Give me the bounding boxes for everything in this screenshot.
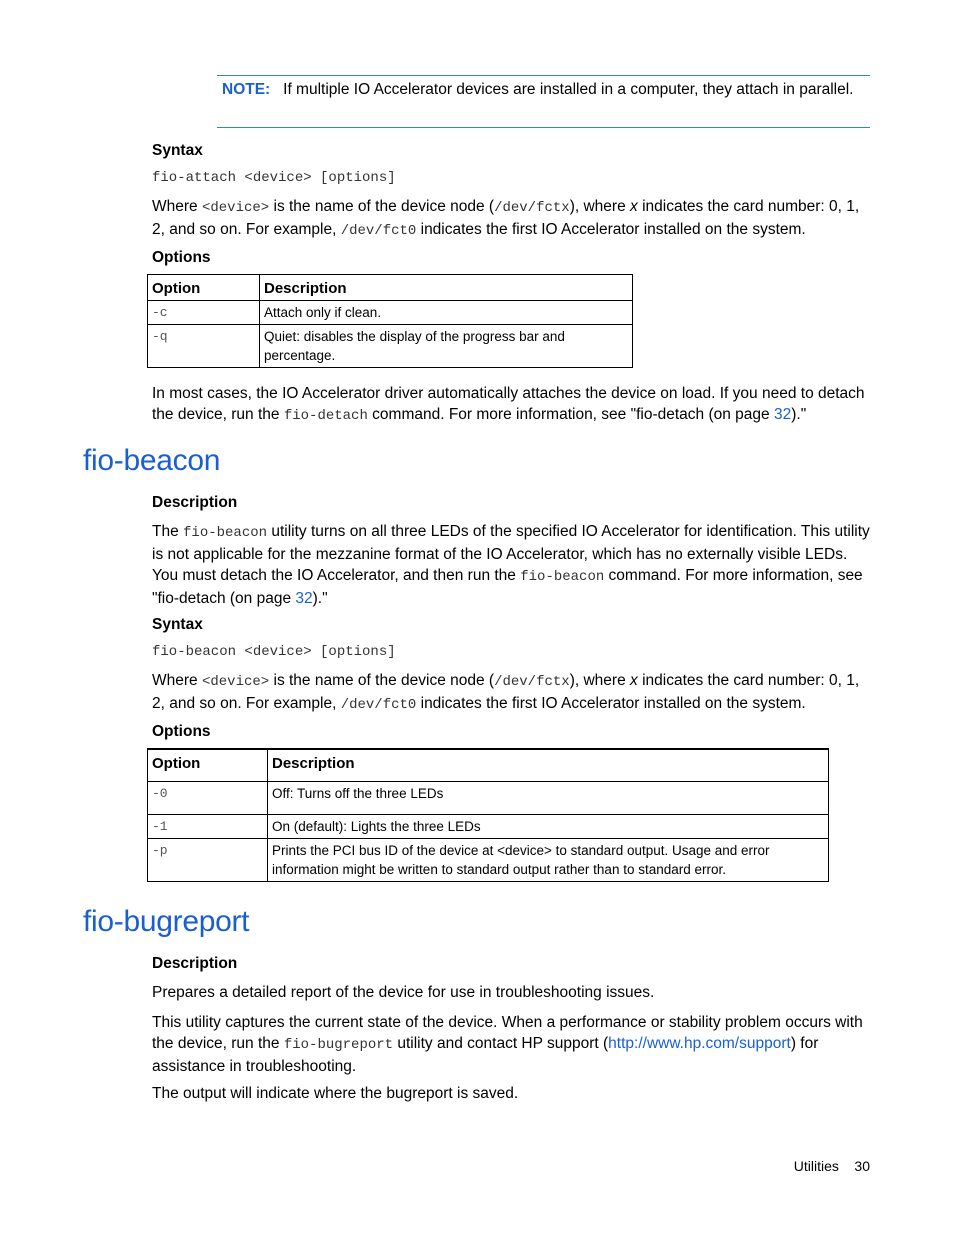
option-cell: -p <box>148 838 268 881</box>
table-header-row <box>148 749 829 781</box>
text-run: indicates the first IO Accelerator installed on the system. <box>416 695 806 712</box>
text-run: Where <box>152 672 202 689</box>
column-header-option: Option <box>148 275 260 301</box>
text-run: ), where <box>569 198 631 215</box>
italic-x: x <box>630 198 638 215</box>
page-link[interactable]: 32 <box>773 406 792 423</box>
option-cell: -q <box>148 325 260 368</box>
attach-detach-paragraph <box>152 383 872 427</box>
code-dev-fct0: /dev/fct0 <box>340 223 417 239</box>
beacon-options-heading: Options <box>152 723 211 740</box>
option-cell: -0 <box>148 781 268 814</box>
code-fio-detach: fio-detach <box>283 408 368 424</box>
page-footer <box>794 1158 870 1174</box>
beacon-description-heading: Description <box>152 494 238 511</box>
column-header-description: Description <box>260 275 633 301</box>
text-run: In most cases, the IO Accelerator driver automatically attaches the device on load. If you need to detach the device, run the <box>152 385 865 423</box>
text-run: ) for assistance in troubleshooting. <box>152 1035 819 1075</box>
section-title-fio-bugreport: fio-bugreport <box>83 905 250 938</box>
text-run: utility and contact HP support ( <box>393 1035 609 1052</box>
beacon-where-paragraph <box>152 670 872 716</box>
text-run: indicates the first IO Accelerator installed on the system. <box>416 221 806 238</box>
description-cell: Attach only if clean. <box>260 301 633 325</box>
description-cell: Prints the PCI bus ID of the device at <device> to standard output. Usage and error information might be written to standard output rather than to standard error. <box>268 838 829 881</box>
code-device: <device> <box>201 200 270 216</box>
section-title-fio-beacon: fio-beacon <box>83 444 221 477</box>
option-cell: -c <box>148 301 260 325</box>
text-run: This utility captures the current state of the device. When a performance or stability problem occurs with the device, run the <box>152 1014 863 1052</box>
code-fio-beacon: fio-beacon <box>520 569 605 585</box>
code-fio-beacon: fio-beacon <box>183 525 268 541</box>
bugreport-paragraph-2 <box>152 1012 872 1077</box>
code-dev-fct0: /dev/fct0 <box>340 697 417 713</box>
table-row <box>148 301 633 325</box>
text-run: ), where <box>569 672 631 689</box>
note-box <box>222 79 870 100</box>
text-run: )." <box>791 406 807 423</box>
beacon-options-table <box>147 748 829 882</box>
description-cell: Off: Turns off the three LEDs <box>268 781 829 814</box>
code-dev-fctx: /dev/fctx <box>494 674 570 690</box>
text-run: utility turns on all three LEDs of the specified IO Accelerator for identification. This utility is not applicable for the mezzanine format of the IO Accelerator, which has no externally visible LEDs. You must detach the IO Accelerator, and then run the <box>152 523 870 584</box>
attach-syntax-heading: Syntax <box>152 142 203 159</box>
text-run: is the name of the device node ( <box>269 198 495 215</box>
attach-options-heading: Options <box>152 249 211 266</box>
page-link[interactable]: 32 <box>295 590 313 607</box>
code-dev-fctx: /dev/fctx <box>494 200 570 216</box>
code-device: <device> <box>201 674 270 690</box>
table-row <box>148 781 829 814</box>
footer-section: Utilities <box>793 1158 839 1174</box>
note-label: NOTE: <box>222 81 271 98</box>
bugreport-paragraph-1: Prepares a detailed report of the device for use in troubleshooting issues. <box>152 984 655 1001</box>
bugreport-description-heading: Description <box>152 955 238 972</box>
description-cell: Quiet: disables the display of the progress bar and percentage. <box>260 325 633 368</box>
text-run: is the name of the device node ( <box>269 672 495 689</box>
table-row <box>148 838 829 881</box>
table-header-row <box>148 275 633 301</box>
column-header-description: Description <box>268 749 829 781</box>
note-bottom-rule <box>217 127 870 128</box>
description-cell: On (default): Lights the three LEDs <box>268 814 829 838</box>
text-run: indicates the card number: 0, 1, 2, and so on. For example, <box>152 672 860 712</box>
attach-options-table <box>147 274 633 368</box>
text-run: The <box>152 523 184 540</box>
table-row <box>148 814 829 838</box>
beacon-description-paragraph <box>152 521 872 609</box>
column-header-option: Option <box>148 749 268 781</box>
text-run: command. For more information, see "fio-detach (on page <box>367 406 774 423</box>
option-cell: -1 <box>148 814 268 838</box>
note-top-rule <box>217 75 870 76</box>
hp-support-link[interactable]: http://www.hp.com/support <box>608 1035 791 1052</box>
text-run: )." <box>312 590 328 607</box>
attach-syntax-code: fio-attach <device> [options] <box>152 170 396 186</box>
footer-page-number: 30 <box>854 1158 870 1174</box>
attach-where-paragraph <box>152 196 872 242</box>
table-row <box>148 325 633 368</box>
bugreport-paragraph-3: The output will indicate where the bugreport is saved. <box>152 1085 519 1102</box>
text-run: indicates the card number: 0, 1, 2, and so on. For example, <box>152 198 860 238</box>
text-run: command. For more information, see "fio-detach (on page <box>152 567 863 607</box>
beacon-syntax-code: fio-beacon <device> [options] <box>152 644 396 660</box>
note-text: If multiple IO Accelerator devices are installed in a computer, they attach in parallel. <box>283 81 854 98</box>
text-run: Where <box>152 198 202 215</box>
beacon-syntax-heading: Syntax <box>152 616 203 633</box>
italic-x: x <box>630 672 638 689</box>
code-fio-bugreport: fio-bugreport <box>283 1037 394 1053</box>
